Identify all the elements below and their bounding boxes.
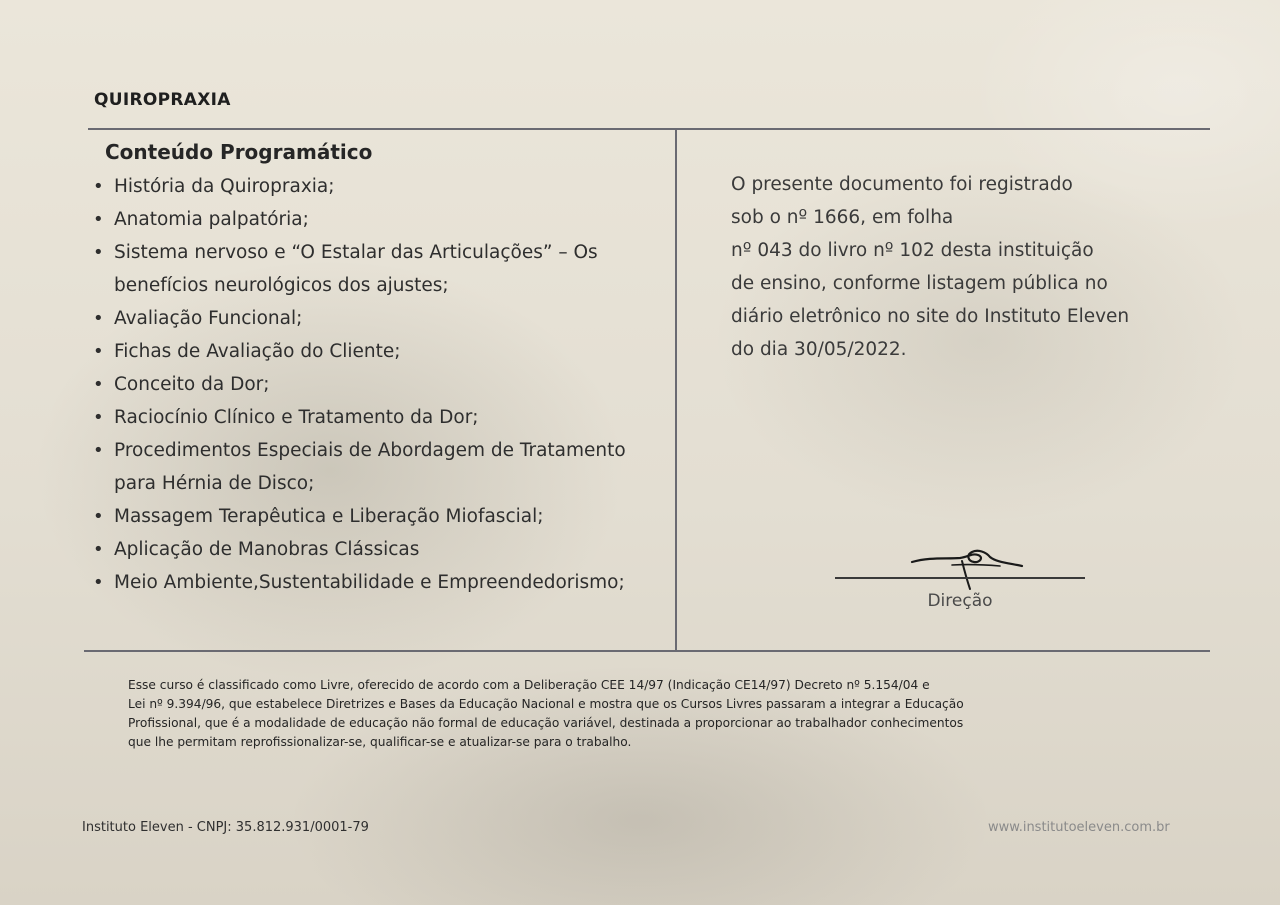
bullet-icon: •: [93, 440, 104, 461]
list-item: [90, 401, 670, 434]
bullet-icon: •: [93, 209, 104, 230]
registration-line: sob o nº 1666, em folha: [731, 207, 954, 228]
registration-line: do dia 30/05/2022.: [731, 339, 907, 360]
bullet-icon: •: [93, 176, 104, 197]
syllabus-list: [90, 170, 670, 599]
topic-text: Conceito da Dor;: [114, 374, 270, 395]
signature-label: Direção: [927, 591, 993, 611]
legal-notice: [128, 676, 1088, 752]
legal-line: Profissional, que é a modalidade de educação não formal de educação variável, destinada a proporcionar ao trabalhador conhecimentos: [128, 716, 964, 730]
signature-line: [835, 577, 1085, 579]
institution-cnpj: Instituto Eleven - CNPJ: 35.812.931/0001-79: [82, 820, 369, 835]
topic-text: Massagem Terapêutica e Liberação Miofascial;: [114, 506, 544, 527]
registration-line: de ensino, conforme listagem pública no: [731, 273, 1108, 294]
bullet-icon: •: [93, 539, 104, 560]
bullet-icon: •: [93, 242, 104, 263]
legal-line: Lei nº 9.394/96, que estabelece Diretrizes e Bases da Educação Nacional e mostra que os Cursos Livres passaram a integrar a Educação: [128, 697, 964, 711]
topic-text: História da Quiropraxia;: [114, 176, 335, 197]
column-divider: [675, 128, 677, 650]
list-item: [90, 566, 670, 599]
bullet-icon: •: [93, 407, 104, 428]
bullet-icon: •: [93, 308, 104, 329]
bullet-icon: •: [93, 572, 104, 593]
topic-text: Procedimentos Especiais de Abordagem de Tratamento para Hérnia de Disco;: [114, 440, 626, 494]
list-item: [90, 434, 670, 500]
signature-mark: [900, 535, 1040, 595]
legal-line: que lhe permitam reprofissionalizar-se, qualificar-se e atualizar-se para o trabalho.: [128, 735, 632, 749]
topic-text: Meio Ambiente,Sustentabilidade e Empreendedorismo;: [114, 572, 625, 593]
top-divider: [88, 128, 1210, 130]
registration-line: diário eletrônico no site do Instituto Eleven: [731, 306, 1130, 327]
bullet-icon: •: [93, 374, 104, 395]
list-item: [90, 500, 670, 533]
list-item: [90, 302, 670, 335]
topic-text: Sistema nervoso e “O Estalar das Articulações” – Os benefícios neurológicos dos ajustes;: [114, 242, 598, 296]
list-item: [90, 170, 670, 203]
list-item: [90, 203, 670, 236]
list-item: [90, 335, 670, 368]
syllabus-heading: Conteúdo Programático: [105, 140, 373, 164]
list-item: [90, 533, 670, 566]
topic-text: Anatomia palpatória;: [114, 209, 309, 230]
topic-text: Avaliação Funcional;: [114, 308, 303, 329]
topic-text: Fichas de Avaliação do Cliente;: [114, 341, 401, 362]
list-item: [90, 368, 670, 401]
topic-text: Aplicação de Manobras Clássicas: [114, 539, 420, 560]
bullet-icon: •: [93, 506, 104, 527]
bullet-icon: •: [93, 341, 104, 362]
list-item: [90, 236, 670, 302]
legal-line: Esse curso é classificado como Livre, oferecido de acordo com a Deliberação CEE 14/97 (Indicação CE14/97) Decreto nº 5.154/04 e: [128, 678, 930, 692]
bottom-divider: [84, 650, 1210, 652]
website-url: www.institutoeleven.com.br: [988, 820, 1170, 835]
course-title: QUIROPRAXIA: [94, 90, 231, 110]
registration-statement: [731, 168, 1171, 366]
registration-line: nº 043 do livro nº 102 desta instituição: [731, 240, 1094, 261]
registration-line: O presente documento foi registrado: [731, 174, 1073, 195]
topic-text: Raciocínio Clínico e Tratamento da Dor;: [114, 407, 479, 428]
